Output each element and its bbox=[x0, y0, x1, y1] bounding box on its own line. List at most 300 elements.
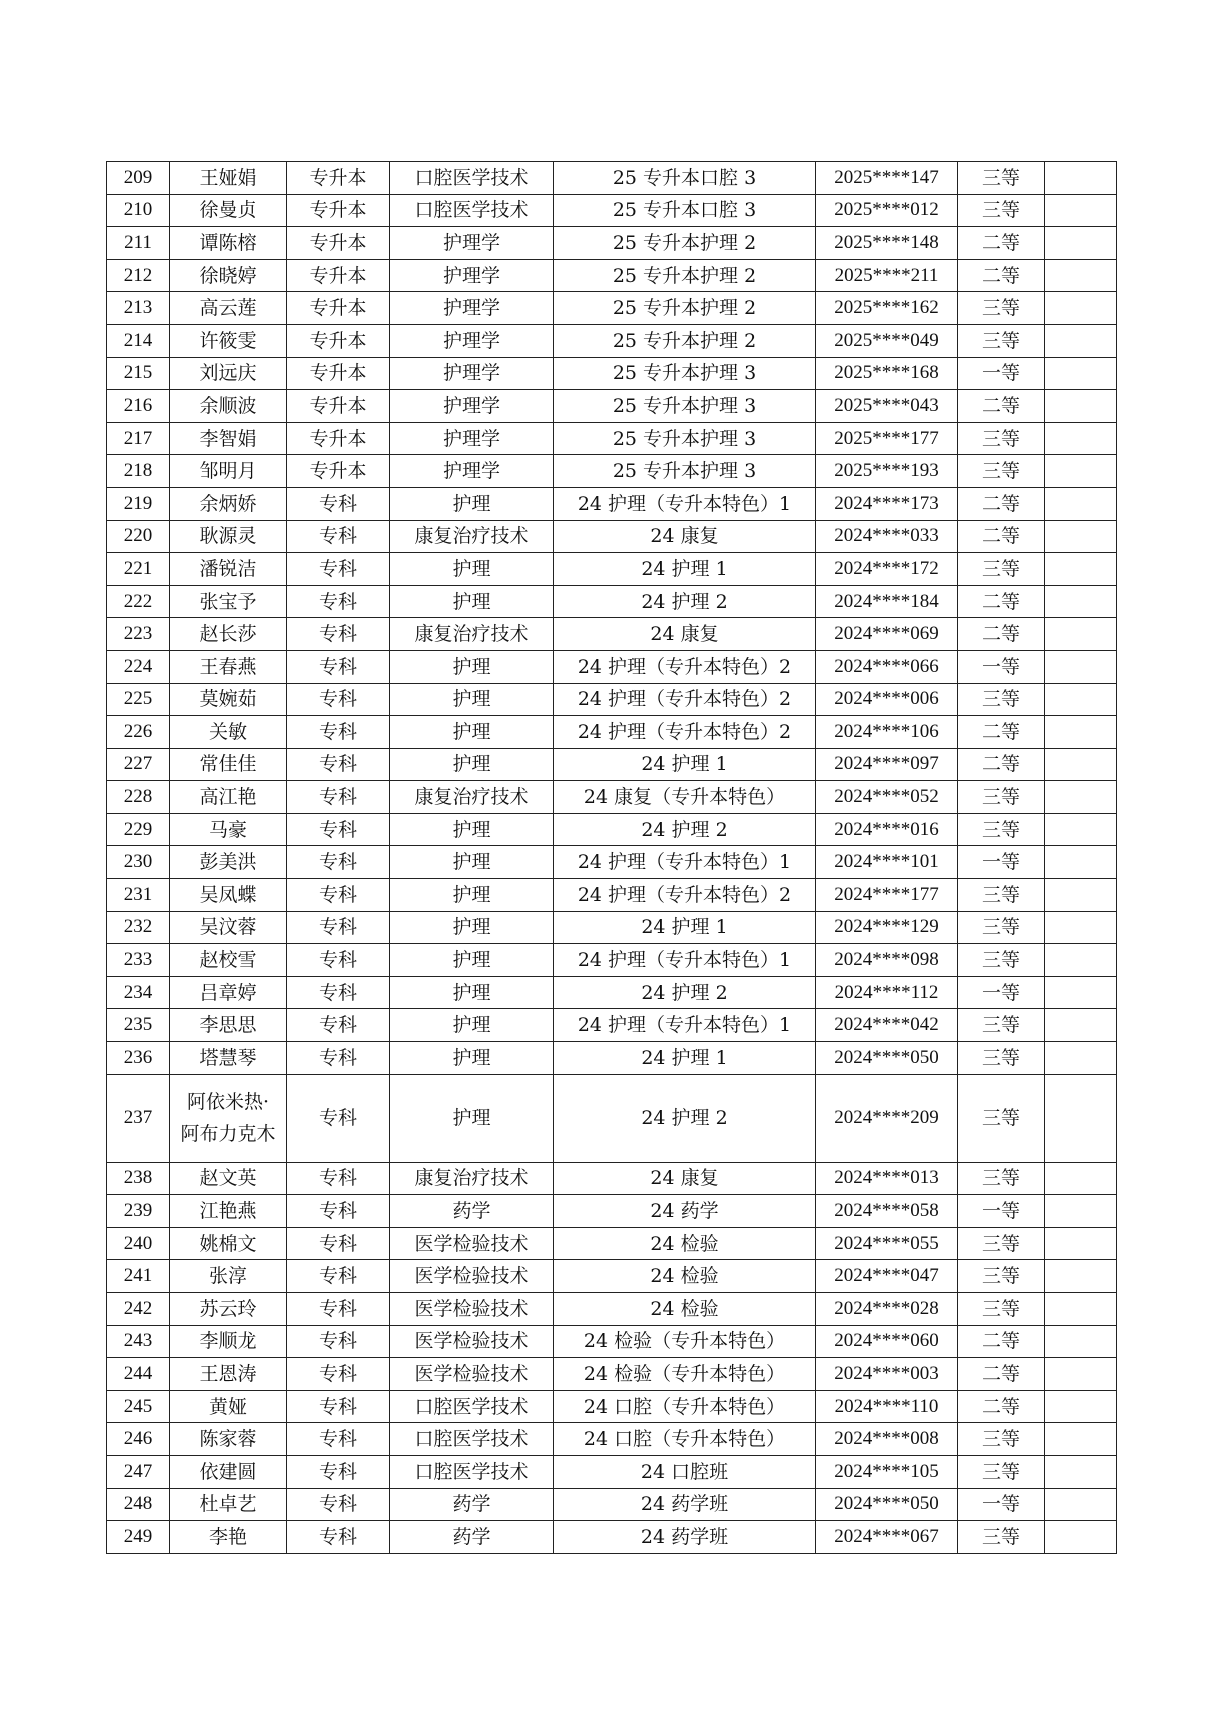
award-grade-cell: 三等 bbox=[958, 1521, 1045, 1554]
student-id-cell: 2024****042 bbox=[816, 1009, 958, 1042]
class-name-cell: 25 专升本护理 3 bbox=[554, 422, 816, 455]
award-grade-cell: 三等 bbox=[958, 1009, 1045, 1042]
student-id-cell: 2024****105 bbox=[816, 1455, 958, 1488]
education-level-cell: 专科 bbox=[287, 911, 390, 944]
row-number-cell: 215 bbox=[107, 357, 170, 390]
major-cell: 护理 bbox=[390, 716, 554, 749]
award-grade-cell: 二等 bbox=[958, 520, 1045, 553]
table-row bbox=[107, 520, 1117, 553]
award-grade-cell: 二等 bbox=[958, 618, 1045, 651]
remark-cell bbox=[1045, 716, 1117, 749]
student-id-cell: 2024****050 bbox=[816, 1042, 958, 1075]
student-name-cell: 姚棉文 bbox=[170, 1227, 287, 1260]
major-cell: 口腔医学技术 bbox=[390, 194, 554, 227]
remark-cell bbox=[1045, 1293, 1117, 1326]
remark-cell bbox=[1045, 422, 1117, 455]
row-number-cell: 246 bbox=[107, 1423, 170, 1456]
award-grade-cell: 二等 bbox=[958, 259, 1045, 292]
education-level-cell: 专升本 bbox=[287, 324, 390, 357]
class-name-cell: 25 专升本护理 2 bbox=[554, 292, 816, 325]
remark-cell bbox=[1045, 553, 1117, 586]
student-id-cell: 2024****052 bbox=[816, 781, 958, 814]
major-cell: 护理 bbox=[390, 1074, 554, 1162]
remark-cell bbox=[1045, 683, 1117, 716]
student-id-cell: 2024****069 bbox=[816, 618, 958, 651]
major-cell: 康复治疗技术 bbox=[390, 781, 554, 814]
table-row bbox=[107, 1358, 1117, 1391]
class-name-cell: 24 口腔（专升本特色） bbox=[554, 1423, 816, 1456]
award-grade-cell: 三等 bbox=[958, 455, 1045, 488]
remark-cell bbox=[1045, 194, 1117, 227]
table-row bbox=[107, 487, 1117, 520]
remark-cell bbox=[1045, 1488, 1117, 1521]
remark-cell bbox=[1045, 455, 1117, 488]
row-number-cell: 231 bbox=[107, 879, 170, 912]
class-name-cell: 25 专升本护理 2 bbox=[554, 227, 816, 260]
class-name-cell: 24 护理（专升本特色）2 bbox=[554, 716, 816, 749]
remark-cell bbox=[1045, 324, 1117, 357]
remark-cell bbox=[1045, 585, 1117, 618]
class-name-cell: 24 护理 1 bbox=[554, 911, 816, 944]
remark-cell bbox=[1045, 390, 1117, 423]
award-grade-cell: 二等 bbox=[958, 1358, 1045, 1391]
major-cell: 护理 bbox=[390, 1009, 554, 1042]
student-name-cell: 刘远庆 bbox=[170, 357, 287, 390]
remark-cell bbox=[1045, 846, 1117, 879]
major-cell: 口腔医学技术 bbox=[390, 1390, 554, 1423]
student-name-cell: 吕章婷 bbox=[170, 976, 287, 1009]
student-name-cell: 耿源灵 bbox=[170, 520, 287, 553]
table-row bbox=[107, 748, 1117, 781]
table-row bbox=[107, 553, 1117, 586]
row-number-cell: 248 bbox=[107, 1488, 170, 1521]
row-number-cell: 209 bbox=[107, 162, 170, 195]
class-name-cell: 25 专升本口腔 3 bbox=[554, 162, 816, 195]
education-level-cell: 专科 bbox=[287, 650, 390, 683]
education-level-cell: 专升本 bbox=[287, 227, 390, 260]
education-level-cell: 专科 bbox=[287, 1293, 390, 1326]
award-grade-cell: 三等 bbox=[958, 1260, 1045, 1293]
student-name-cell: 张宝予 bbox=[170, 585, 287, 618]
row-number-cell: 229 bbox=[107, 813, 170, 846]
row-number-cell: 225 bbox=[107, 683, 170, 716]
row-number-cell: 238 bbox=[107, 1162, 170, 1195]
row-number-cell: 242 bbox=[107, 1293, 170, 1326]
row-number-cell: 237 bbox=[107, 1074, 170, 1162]
row-number-cell: 219 bbox=[107, 487, 170, 520]
student-id-cell: 2025****168 bbox=[816, 357, 958, 390]
education-level-cell: 专科 bbox=[287, 1195, 390, 1228]
student-name-cell: 余炳娇 bbox=[170, 487, 287, 520]
major-cell: 护理 bbox=[390, 813, 554, 846]
student-name-cell: 江艳燕 bbox=[170, 1195, 287, 1228]
education-level-cell: 专升本 bbox=[287, 194, 390, 227]
row-number-cell: 244 bbox=[107, 1358, 170, 1391]
class-name-cell: 24 检验 bbox=[554, 1293, 816, 1326]
remark-cell bbox=[1045, 813, 1117, 846]
remark-cell bbox=[1045, 1074, 1117, 1162]
remark-cell bbox=[1045, 487, 1117, 520]
student-id-cell: 2024****173 bbox=[816, 487, 958, 520]
student-name-cell: 张淳 bbox=[170, 1260, 287, 1293]
class-name-cell: 25 专升本护理 2 bbox=[554, 259, 816, 292]
table-row bbox=[107, 1455, 1117, 1488]
table-row bbox=[107, 1162, 1117, 1195]
student-name-cell: 赵校雪 bbox=[170, 944, 287, 977]
major-cell: 药学 bbox=[390, 1195, 554, 1228]
remark-cell bbox=[1045, 748, 1117, 781]
major-cell: 护理 bbox=[390, 1042, 554, 1075]
student-name-cell: 吴汶蓉 bbox=[170, 911, 287, 944]
remark-cell bbox=[1045, 1358, 1117, 1391]
award-grade-cell: 二等 bbox=[958, 1325, 1045, 1358]
table-row bbox=[107, 911, 1117, 944]
remark-cell bbox=[1045, 1195, 1117, 1228]
remark-cell bbox=[1045, 1423, 1117, 1456]
student-id-cell: 2024****050 bbox=[816, 1488, 958, 1521]
row-number-cell: 245 bbox=[107, 1390, 170, 1423]
award-grade-cell: 一等 bbox=[958, 650, 1045, 683]
table-row bbox=[107, 650, 1117, 683]
major-cell: 医学检验技术 bbox=[390, 1227, 554, 1260]
award-grade-cell: 三等 bbox=[958, 292, 1045, 325]
row-number-cell: 226 bbox=[107, 716, 170, 749]
student-id-cell: 2025****012 bbox=[816, 194, 958, 227]
student-id-cell: 2025****148 bbox=[816, 227, 958, 260]
student-id-cell: 2025****193 bbox=[816, 455, 958, 488]
table-row bbox=[107, 1488, 1117, 1521]
table-row bbox=[107, 422, 1117, 455]
student-id-cell: 2024****067 bbox=[816, 1521, 958, 1554]
remark-cell bbox=[1045, 1325, 1117, 1358]
class-name-cell: 24 护理（专升本特色）2 bbox=[554, 650, 816, 683]
education-level-cell: 专科 bbox=[287, 1042, 390, 1075]
major-cell: 药学 bbox=[390, 1521, 554, 1554]
award-grade-cell: 一等 bbox=[958, 976, 1045, 1009]
class-name-cell: 24 口腔班 bbox=[554, 1455, 816, 1488]
major-cell: 医学检验技术 bbox=[390, 1358, 554, 1391]
education-level-cell: 专科 bbox=[287, 813, 390, 846]
table-row bbox=[107, 1390, 1117, 1423]
award-grade-cell: 三等 bbox=[958, 683, 1045, 716]
row-number-cell: 234 bbox=[107, 976, 170, 1009]
student-name-cell: 余顺波 bbox=[170, 390, 287, 423]
student-id-cell: 2024****098 bbox=[816, 944, 958, 977]
education-level-cell: 专升本 bbox=[287, 422, 390, 455]
student-name-cell: 王恩涛 bbox=[170, 1358, 287, 1391]
table-row bbox=[107, 357, 1117, 390]
class-name-cell: 24 护理 2 bbox=[554, 1074, 816, 1162]
row-number-cell: 210 bbox=[107, 194, 170, 227]
table-row bbox=[107, 292, 1117, 325]
education-level-cell: 专科 bbox=[287, 520, 390, 553]
major-cell: 口腔医学技术 bbox=[390, 1423, 554, 1456]
student-name-cell: 陈家蓉 bbox=[170, 1423, 287, 1456]
student-id-cell: 2024****066 bbox=[816, 650, 958, 683]
remark-cell bbox=[1045, 944, 1117, 977]
major-cell: 医学检验技术 bbox=[390, 1325, 554, 1358]
award-grade-cell: 三等 bbox=[958, 553, 1045, 586]
award-grade-cell: 三等 bbox=[958, 1455, 1045, 1488]
education-level-cell: 专科 bbox=[287, 1423, 390, 1456]
student-name-cell: 彭美洪 bbox=[170, 846, 287, 879]
major-cell: 护理学 bbox=[390, 357, 554, 390]
class-name-cell: 24 护理（专升本特色）1 bbox=[554, 487, 816, 520]
major-cell: 护理 bbox=[390, 944, 554, 977]
student-name-cell: 李顺龙 bbox=[170, 1325, 287, 1358]
major-cell: 药学 bbox=[390, 1488, 554, 1521]
table-row bbox=[107, 194, 1117, 227]
row-number-cell: 214 bbox=[107, 324, 170, 357]
class-name-cell: 24 护理（专升本特色）2 bbox=[554, 879, 816, 912]
row-number-cell: 211 bbox=[107, 227, 170, 260]
award-grade-cell: 三等 bbox=[958, 1293, 1045, 1326]
table-row bbox=[107, 1423, 1117, 1456]
table-row bbox=[107, 976, 1117, 1009]
award-grade-cell: 一等 bbox=[958, 1195, 1045, 1228]
major-cell: 护理 bbox=[390, 487, 554, 520]
student-name-cell: 李智娟 bbox=[170, 422, 287, 455]
remark-cell bbox=[1045, 1260, 1117, 1293]
major-cell: 护理学 bbox=[390, 324, 554, 357]
class-name-cell: 24 检验 bbox=[554, 1227, 816, 1260]
remark-cell bbox=[1045, 650, 1117, 683]
class-name-cell: 24 护理 1 bbox=[554, 553, 816, 586]
major-cell: 护理 bbox=[390, 748, 554, 781]
education-level-cell: 专升本 bbox=[287, 259, 390, 292]
remark-cell bbox=[1045, 520, 1117, 553]
student-name-cell: 潘锐洁 bbox=[170, 553, 287, 586]
student-id-cell: 2024****033 bbox=[816, 520, 958, 553]
major-cell: 口腔医学技术 bbox=[390, 1455, 554, 1488]
award-grade-cell: 二等 bbox=[958, 1390, 1045, 1423]
student-name-cell: 马豪 bbox=[170, 813, 287, 846]
scholarship-table bbox=[106, 161, 1117, 1554]
class-name-cell: 24 护理 1 bbox=[554, 748, 816, 781]
education-level-cell: 专科 bbox=[287, 748, 390, 781]
table-row bbox=[107, 1227, 1117, 1260]
table-row bbox=[107, 585, 1117, 618]
award-grade-cell: 三等 bbox=[958, 1423, 1045, 1456]
student-id-cell: 2024****013 bbox=[816, 1162, 958, 1195]
education-level-cell: 专科 bbox=[287, 1390, 390, 1423]
student-name-cell: 阿依米热·阿布力克木 bbox=[170, 1074, 287, 1162]
remark-cell bbox=[1045, 1162, 1117, 1195]
class-name-cell: 24 康复 bbox=[554, 1162, 816, 1195]
education-level-cell: 专科 bbox=[287, 585, 390, 618]
major-cell: 医学检验技术 bbox=[390, 1293, 554, 1326]
table-row bbox=[107, 162, 1117, 195]
education-level-cell: 专升本 bbox=[287, 455, 390, 488]
student-id-cell: 2024****028 bbox=[816, 1293, 958, 1326]
student-id-cell: 2024****058 bbox=[816, 1195, 958, 1228]
education-level-cell: 专科 bbox=[287, 781, 390, 814]
table-row bbox=[107, 390, 1117, 423]
education-level-cell: 专升本 bbox=[287, 162, 390, 195]
student-name-cell: 关敏 bbox=[170, 716, 287, 749]
award-grade-cell: 三等 bbox=[958, 879, 1045, 912]
row-number-cell: 213 bbox=[107, 292, 170, 325]
student-name-cell: 徐曼贞 bbox=[170, 194, 287, 227]
education-level-cell: 专科 bbox=[287, 683, 390, 716]
table-row bbox=[107, 1260, 1117, 1293]
student-name-cell: 徐晓婷 bbox=[170, 259, 287, 292]
education-level-cell: 专科 bbox=[287, 1455, 390, 1488]
education-level-cell: 专科 bbox=[287, 1521, 390, 1554]
remark-cell bbox=[1045, 1521, 1117, 1554]
student-name-cell: 莫婉茹 bbox=[170, 683, 287, 716]
award-grade-cell: 三等 bbox=[958, 324, 1045, 357]
remark-cell bbox=[1045, 292, 1117, 325]
remark-cell bbox=[1045, 259, 1117, 292]
award-grade-cell: 三等 bbox=[958, 1074, 1045, 1162]
education-level-cell: 专升本 bbox=[287, 390, 390, 423]
major-cell: 医学检验技术 bbox=[390, 1260, 554, 1293]
table-row bbox=[107, 259, 1117, 292]
award-grade-cell: 三等 bbox=[958, 194, 1045, 227]
award-grade-cell: 二等 bbox=[958, 716, 1045, 749]
award-grade-cell: 三等 bbox=[958, 1162, 1045, 1195]
class-name-cell: 25 专升本护理 3 bbox=[554, 455, 816, 488]
row-number-cell: 216 bbox=[107, 390, 170, 423]
student-id-cell: 2024****184 bbox=[816, 585, 958, 618]
student-id-cell: 2024****177 bbox=[816, 879, 958, 912]
award-grade-cell: 三等 bbox=[958, 944, 1045, 977]
class-name-cell: 24 护理（专升本特色）1 bbox=[554, 846, 816, 879]
remark-cell bbox=[1045, 1227, 1117, 1260]
class-name-cell: 24 检验（专升本特色） bbox=[554, 1358, 816, 1391]
table-row bbox=[107, 455, 1117, 488]
award-grade-cell: 二等 bbox=[958, 390, 1045, 423]
education-level-cell: 专科 bbox=[287, 1488, 390, 1521]
education-level-cell: 专升本 bbox=[287, 357, 390, 390]
row-number-cell: 230 bbox=[107, 846, 170, 879]
table-row bbox=[107, 618, 1117, 651]
remark-cell bbox=[1045, 162, 1117, 195]
class-name-cell: 25 专升本护理 3 bbox=[554, 390, 816, 423]
class-name-cell: 24 护理 1 bbox=[554, 1042, 816, 1075]
education-level-cell: 专升本 bbox=[287, 292, 390, 325]
major-cell: 康复治疗技术 bbox=[390, 520, 554, 553]
table-row bbox=[107, 1009, 1117, 1042]
student-name-cell: 依建圆 bbox=[170, 1455, 287, 1488]
education-level-cell: 专科 bbox=[287, 976, 390, 1009]
award-grade-cell: 二等 bbox=[958, 227, 1045, 260]
major-cell: 护理 bbox=[390, 911, 554, 944]
class-name-cell: 24 护理 2 bbox=[554, 585, 816, 618]
table-row bbox=[107, 879, 1117, 912]
award-grade-cell: 三等 bbox=[958, 1042, 1045, 1075]
table-row bbox=[107, 781, 1117, 814]
remark-cell bbox=[1045, 879, 1117, 912]
remark-cell bbox=[1045, 1042, 1117, 1075]
table-row bbox=[107, 1325, 1117, 1358]
student-name-cell: 高江艳 bbox=[170, 781, 287, 814]
education-level-cell: 专科 bbox=[287, 944, 390, 977]
education-level-cell: 专科 bbox=[287, 1074, 390, 1162]
major-cell: 护理学 bbox=[390, 390, 554, 423]
student-id-cell: 2024****097 bbox=[816, 748, 958, 781]
class-name-cell: 25 专升本护理 3 bbox=[554, 357, 816, 390]
remark-cell bbox=[1045, 1455, 1117, 1488]
major-cell: 护理 bbox=[390, 976, 554, 1009]
major-cell: 护理 bbox=[390, 846, 554, 879]
row-number-cell: 243 bbox=[107, 1325, 170, 1358]
table-row bbox=[107, 1293, 1117, 1326]
student-id-cell: 2024****060 bbox=[816, 1325, 958, 1358]
row-number-cell: 240 bbox=[107, 1227, 170, 1260]
table-row bbox=[107, 227, 1117, 260]
class-name-cell: 24 护理 2 bbox=[554, 976, 816, 1009]
major-cell: 护理学 bbox=[390, 292, 554, 325]
award-grade-cell: 一等 bbox=[958, 1488, 1045, 1521]
student-name-cell: 杜卓艺 bbox=[170, 1488, 287, 1521]
class-name-cell: 24 检验（专升本特色） bbox=[554, 1325, 816, 1358]
remark-cell bbox=[1045, 1009, 1117, 1042]
student-name-cell: 苏云玲 bbox=[170, 1293, 287, 1326]
class-name-cell: 25 专升本口腔 3 bbox=[554, 194, 816, 227]
row-number-cell: 222 bbox=[107, 585, 170, 618]
student-id-cell: 2025****043 bbox=[816, 390, 958, 423]
student-name-cell: 李思思 bbox=[170, 1009, 287, 1042]
table-row bbox=[107, 813, 1117, 846]
table-body bbox=[107, 162, 1117, 1554]
student-id-cell: 2024****003 bbox=[816, 1358, 958, 1391]
award-grade-cell: 三等 bbox=[958, 813, 1045, 846]
row-number-cell: 218 bbox=[107, 455, 170, 488]
student-id-cell: 2025****162 bbox=[816, 292, 958, 325]
class-name-cell: 24 护理（专升本特色）2 bbox=[554, 683, 816, 716]
row-number-cell: 224 bbox=[107, 650, 170, 683]
student-name-cell: 黄娅 bbox=[170, 1390, 287, 1423]
table-row bbox=[107, 1521, 1117, 1554]
remark-cell bbox=[1045, 911, 1117, 944]
class-name-cell: 24 康复 bbox=[554, 520, 816, 553]
table-row bbox=[107, 1042, 1117, 1075]
row-number-cell: 228 bbox=[107, 781, 170, 814]
major-cell: 护理 bbox=[390, 683, 554, 716]
student-id-cell: 2024****129 bbox=[816, 911, 958, 944]
student-id-cell: 2024****106 bbox=[816, 716, 958, 749]
education-level-cell: 专科 bbox=[287, 487, 390, 520]
row-number-cell: 217 bbox=[107, 422, 170, 455]
major-cell: 护理学 bbox=[390, 455, 554, 488]
remark-cell bbox=[1045, 1390, 1117, 1423]
student-id-cell: 2024****112 bbox=[816, 976, 958, 1009]
row-number-cell: 236 bbox=[107, 1042, 170, 1075]
table-row bbox=[107, 683, 1117, 716]
major-cell: 护理 bbox=[390, 553, 554, 586]
row-number-cell: 235 bbox=[107, 1009, 170, 1042]
table-row bbox=[107, 1074, 1117, 1162]
student-name-cell: 常佳佳 bbox=[170, 748, 287, 781]
award-grade-cell: 一等 bbox=[958, 846, 1045, 879]
major-cell: 护理学 bbox=[390, 422, 554, 455]
table-row bbox=[107, 846, 1117, 879]
class-name-cell: 25 专升本护理 2 bbox=[554, 324, 816, 357]
class-name-cell: 24 口腔（专升本特色） bbox=[554, 1390, 816, 1423]
student-id-cell: 2025****049 bbox=[816, 324, 958, 357]
class-name-cell: 24 护理（专升本特色）1 bbox=[554, 944, 816, 977]
student-id-cell: 2024****172 bbox=[816, 553, 958, 586]
major-cell: 口腔医学技术 bbox=[390, 162, 554, 195]
student-id-cell: 2024****101 bbox=[816, 846, 958, 879]
award-grade-cell: 三等 bbox=[958, 422, 1045, 455]
award-grade-cell: 三等 bbox=[958, 162, 1045, 195]
student-id-cell: 2025****177 bbox=[816, 422, 958, 455]
row-number-cell: 241 bbox=[107, 1260, 170, 1293]
row-number-cell: 223 bbox=[107, 618, 170, 651]
